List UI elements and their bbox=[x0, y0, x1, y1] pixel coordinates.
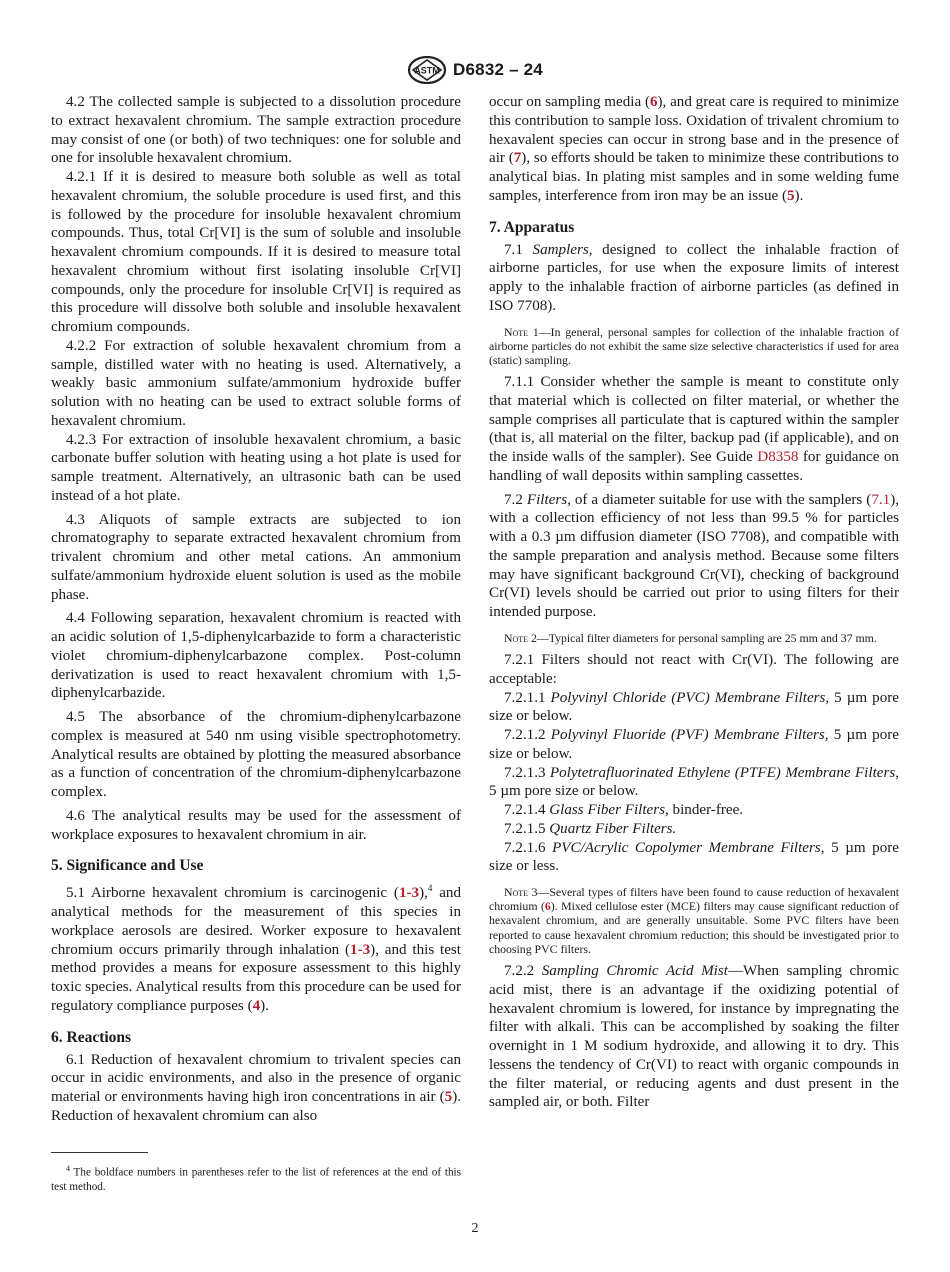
right-column bbox=[489, 93, 899, 1112]
standard-designation: D6832 – 24 bbox=[453, 60, 543, 79]
text: designed to collect the inhalable fraction of airborne particles, for use when the exposure limits of interest apply to the inhalable fraction of airborne particles (as defined in ISO 7708). bbox=[489, 241, 899, 314]
para-4-2-1: 4.2.1 If it is desired to measure both soluble as well as total hexavalent chromium, the soluble procedure is used first, and this is followed by the procedure for insoluble hexavalent chromium compounds. Thus, total Cr[VI] is the sum of soluble and insoluble hexavalent chromium compounds. If it is desired to measure total hexavalent chromium without first isolating insoluble Cr[VI] compounds, only the procedure for insoluble Cr[VI] is required as this procedure will dissolve both soluble and insoluble hexavalent chromium compounds. bbox=[51, 169, 461, 335]
text: , 5 µm pore size or below. bbox=[489, 689, 900, 725]
note-2 bbox=[489, 631, 899, 645]
section-heading-5: 5. Significance and Use bbox=[51, 857, 204, 875]
para-7-2-1-6 bbox=[489, 839, 899, 877]
term: Polyvinyl Fluoride (PVF) Membrane Filters bbox=[550, 727, 825, 744]
section-heading-6: 6. Reactions bbox=[51, 1028, 132, 1046]
reference-link[interactable]: 1-3 bbox=[350, 941, 371, 958]
text: 7.2.1.1 bbox=[504, 689, 551, 706]
para-4-2: 4.2 The collected sample is subjected to a dissolution procedure to extract hexavalent chromium. The sample extraction procedure may consist of one (or both) of two techniques: one for soluble and one for insoluble hexavalent chromium. bbox=[51, 94, 461, 167]
text: —When sampling chromic acid mist, there is an advantage if the oxidizing potential of hexavalent chromium is lowered, for instance by impregnating the filter with alkali. This can be accomplished by soaking the filter overnight in 1 M sodium hydroxide, and allowing it to dry. This lessens the tendency of Cr(VI) to react with organic compounds in the filter material, or reducing agents and dust present in the sampled air, or both. Filter bbox=[489, 963, 899, 1111]
text: ). Mixed cellulose ester (MCE) filters may cause significant reduction of hexavalent chromium, and are generally unsuitable. Some PVC filters have been reported to cause hexavalent chromium reduction; this should be investigated prior to choosing PVC filters. bbox=[489, 899, 899, 956]
para-4-4: 4.4 Following separation, hexavalent chromium is reacted with an acidic solution of 1,5-diphenylcarbazide to form a characteristic violet chromium-diphenylcarbazone complex. Post-column derivatization is used to react hexavalent chromium with 1,5-diphenylcarbazide. bbox=[51, 610, 461, 702]
svg-text:ASTM: ASTM bbox=[414, 65, 440, 76]
text: , binder-free. bbox=[665, 802, 744, 819]
text: ), bbox=[419, 885, 428, 902]
text: ), so efforts should be taken to minimize these contributions to analytical bias. In plating mist samples and in some welding fume samples, interference from iron may be an issue ( bbox=[489, 150, 899, 204]
para-4-6: 4.6 The analytical results may be used for the assessment of workplace exposures to hexavalent chromium in air. bbox=[51, 807, 461, 843]
reference-link[interactable]: 1-3 bbox=[398, 885, 420, 902]
text: 7.2.1.2 bbox=[504, 727, 551, 744]
para-7-2-1-1 bbox=[489, 689, 899, 727]
text: ). bbox=[794, 187, 804, 204]
text: 7.1.1 Consider whether the sample is meant to constitute only that material which is collected on filter material, or whether the sample comprises all particulate that is captured within the sampler (that is, all material on the filter, backup pad (if applicable), and on the inside walls of the sampler). See Guide bbox=[489, 374, 899, 466]
reference-link[interactable]: 4 bbox=[252, 997, 261, 1014]
para-7-1 bbox=[489, 241, 899, 316]
para-4-2-3: 4.2.3 For extraction of insoluble hexavalent chromium, a basic carbonate buffer solution with heating using a hot plate is used for sample treatment. Alternatively, an ultrasonic bath can be used instead of a hot plate. bbox=[51, 431, 461, 504]
para-7-2-1: 7.2.1 Filters should not react with Cr(VI). The following are acceptable: bbox=[489, 652, 899, 687]
page-number: 2 bbox=[471, 1221, 479, 1236]
text: 7.2.1.6 bbox=[504, 839, 553, 856]
para-7-2-1-2 bbox=[489, 726, 899, 764]
para-7-2-1-4 bbox=[489, 801, 899, 820]
text: 7.2.1.3 bbox=[504, 764, 550, 781]
reference-link[interactable]: 6 bbox=[649, 94, 658, 110]
note-label: Note 1 bbox=[504, 324, 539, 339]
reference-link[interactable]: 6 bbox=[544, 899, 551, 914]
para-4-5: 4.5 The absorbance of the chromium-diphenylcarbazone complex is measured at 540 nm using visible spectrophotometry. Analytical results are obtained by plotting the measured absorbance as a function of concentration of the chromium-diphenylcarbazone complex. bbox=[51, 709, 461, 800]
term: Polytetrafluorinated Ethylene (PTFE) Membrane Filters bbox=[549, 764, 896, 781]
reference-link[interactable]: 5 bbox=[787, 187, 795, 204]
para-6-1-continued bbox=[489, 93, 899, 206]
footnote-marker[interactable]: 4 bbox=[427, 883, 433, 894]
para-5-1 bbox=[51, 879, 461, 1015]
term: Filters, bbox=[526, 491, 571, 508]
note-label: Note 2 bbox=[504, 630, 537, 645]
term: PVC/Acrylic Copolymer Membrane Filters bbox=[552, 839, 821, 856]
para-7-2 bbox=[489, 491, 899, 622]
text: 7.2.1.5 bbox=[504, 820, 550, 837]
text: ). Reduction of hexavalent chromium can also bbox=[51, 1089, 461, 1124]
para-6-1 bbox=[51, 1051, 461, 1126]
text: —Several types of filters have been found to cause reduction of hexavalent chromium ( bbox=[489, 885, 899, 914]
text: , 5 µm pore size or less. bbox=[489, 839, 900, 875]
page-header bbox=[0, 56, 950, 84]
para-7-1-1 bbox=[489, 373, 899, 486]
reference-link[interactable]: 7 bbox=[513, 150, 522, 167]
para-7-2-1-5 bbox=[489, 820, 899, 839]
section-heading-7: 7. Apparatus bbox=[489, 218, 575, 236]
section-link[interactable]: 7.1 bbox=[871, 491, 891, 508]
text: 7.2 bbox=[504, 491, 527, 508]
footnote-text: The boldface numbers in parentheses refer to the list of references at the end of this test method. bbox=[51, 1166, 461, 1193]
text: occur on sampling media ( bbox=[489, 94, 650, 110]
note-3 bbox=[489, 885, 899, 956]
text: ), and this test method provides a means for exposure assessment to this highly toxic species. Analytical results from this procedure can be used for regulatory compliance purposes ( bbox=[51, 941, 461, 1014]
text: ). bbox=[260, 997, 269, 1014]
note-1 bbox=[489, 325, 899, 368]
text: for guidance on handling of wall deposits within sampling cassettes. bbox=[489, 449, 899, 484]
para-4-2-2: 4.2.2 For extraction of soluble hexavalent chromium from a sample, distilled water with no heating is used. Alternatively, a weakly basic ammonium sulfate/ammonium hydroxide buffer solution with no heating can be used to extract soluble forms of hexavalent chromium. bbox=[51, 337, 461, 429]
text: 6.1 Reduction of hexavalent chromium to trivalent species can occur in acidic environments, and also in the presence of organic material or environments having high iron concentrations in air ( bbox=[51, 1051, 461, 1106]
text: , 5 µm pore size or below. bbox=[489, 764, 899, 800]
text: 7.2.2 bbox=[504, 963, 542, 980]
text: of a diameter suitable for use with the samplers ( bbox=[570, 491, 872, 508]
text: ), with a collection efficiency of not less than 99.5 % for particles with a 0.3 µm diffusion diameter (ISO 7708), and compatible with the sample preparation and analysis method. Because some filters may have significant background Cr(VI), checking of background Cr(VI) levels should be carried out prior to using filters for their intended purpose. bbox=[489, 491, 899, 621]
term: Glass Fiber Filters bbox=[549, 802, 665, 819]
guide-link[interactable]: D8358 bbox=[757, 449, 799, 466]
term: Polyvinyl Chloride (PVC) Membrane Filters bbox=[550, 689, 826, 706]
text: 7.1 bbox=[504, 241, 533, 258]
para-7-2-2 bbox=[489, 962, 899, 1112]
note-label: Note 3 bbox=[504, 885, 538, 900]
footnote-4 bbox=[51, 1162, 461, 1194]
term: Sampling Chromic Acid Mist bbox=[541, 963, 728, 980]
footnote-number: 4 bbox=[66, 1164, 70, 1173]
text: and analytical methods for the measurement of this species in workplace aerosols are desired. Worker exposure to hexavalent chromium occurs primarily through inhalation ( bbox=[51, 885, 461, 958]
term: Quartz Fiber Filters. bbox=[549, 820, 677, 837]
para-4-3: 4.3 Aliquots of sample extracts are subjected to ion chromatography to separate extracted hexavalent chromium from trivalent chromium and other metal cations. An ammonium sulfate/ammonium hydroxide eluent solution is used as the mobile phase. bbox=[51, 511, 461, 603]
astm-logo-icon bbox=[407, 56, 447, 84]
text: —In general, personal samples for collection of the inhalable fraction of airborne particles do not exhibit the same size selective characteristics if used for area (static) sampling. bbox=[489, 324, 900, 367]
text: ), and great care is required to minimize this contribution to sample loss. Oxidation of trivalent chromium to hexavalent species can occur in strong base and in the presence of air ( bbox=[489, 94, 899, 167]
text: , 5 µm pore size or below. bbox=[489, 727, 899, 762]
footnote-divider bbox=[51, 1152, 148, 1153]
text: 7.2.1.4 bbox=[504, 802, 550, 819]
para-7-2-1-3 bbox=[489, 764, 899, 802]
reference-link[interactable]: 5 bbox=[444, 1089, 453, 1106]
left-column bbox=[51, 93, 461, 1126]
term: Samplers, bbox=[532, 241, 593, 258]
text: —Typical filter diameters for personal sampling are 25 mm and 37 mm. bbox=[536, 630, 877, 645]
text: 5.1 Airborne hexavalent chromium is carcinogenic ( bbox=[66, 885, 399, 902]
